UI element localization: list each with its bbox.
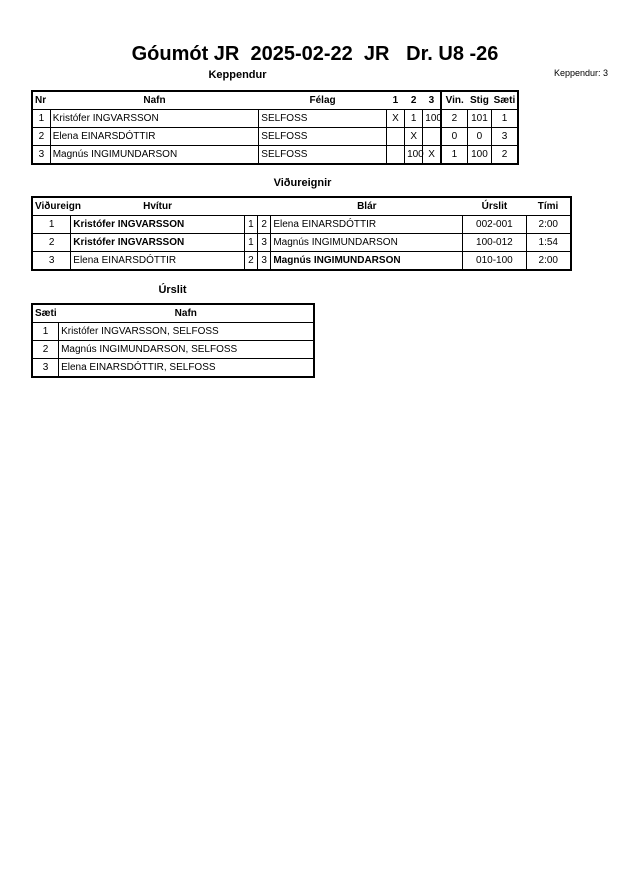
- cell-club: SELFOSS: [259, 128, 387, 146]
- cell-place: 1: [32, 323, 59, 341]
- col-nr: Nr: [32, 91, 50, 110]
- cell-time: 2:00: [526, 252, 571, 271]
- competitor-count: Keppendur: 3: [553, 68, 608, 78]
- col-match: Viðureign: [32, 197, 71, 216]
- cell-result: 010-100: [463, 252, 526, 271]
- cell-name: Magnús INGIMUNDARSON, SELFOSS: [59, 341, 314, 359]
- col-club: Félag: [259, 91, 387, 110]
- cell-blue-nr: 3: [258, 252, 271, 271]
- col-place: Sæti: [492, 91, 518, 110]
- cell-nr: 2: [32, 128, 50, 146]
- cell-points: 100: [467, 146, 491, 165]
- players-title: Keppendur: [208, 69, 267, 81]
- matches-title: Viðureignir: [273, 177, 332, 189]
- cell-r1: X: [386, 110, 404, 128]
- cell-r1: [386, 146, 404, 165]
- page-title: Góumót JR 2025-02-22 JR Dr. U8 -26: [131, 43, 499, 65]
- cell-club: SELFOSS: [259, 146, 387, 165]
- col-blue-nr: [258, 197, 271, 216]
- col-name: Nafn: [50, 91, 259, 110]
- cell-place: 2: [32, 341, 59, 359]
- cell-club: SELFOSS: [259, 110, 387, 128]
- cell-r1: [386, 128, 404, 146]
- col-round-1: 1: [386, 91, 404, 110]
- cell-match: 2: [32, 234, 71, 252]
- table-row: [32, 216, 571, 234]
- cell-blue: Elena EINARSDÓTTIR: [271, 216, 463, 234]
- cell-r3: X: [423, 146, 441, 165]
- cell-white: Elena EINARSDÓTTIR: [71, 252, 245, 271]
- cell-r2: X: [405, 128, 423, 146]
- cell-time: 1:54: [526, 234, 571, 252]
- cell-name: Elena EINARSDÓTTIR, SELFOSS: [59, 359, 314, 378]
- table-row: [32, 146, 518, 165]
- table-row: [32, 128, 518, 146]
- cell-name: Elena EINARSDÓTTIR: [50, 128, 259, 146]
- cell-place: 3: [32, 359, 59, 378]
- cell-points: 0: [467, 128, 491, 146]
- col-time: Tími: [526, 197, 571, 216]
- col-result: Úrslit: [463, 197, 526, 216]
- results-title: Úrslit: [158, 284, 187, 296]
- col-points: Stig: [467, 91, 491, 110]
- cell-place: 1: [492, 110, 518, 128]
- cell-white: Kristófer INGVARSSON: [71, 234, 245, 252]
- cell-white-nr: 1: [244, 234, 257, 252]
- col-white: Hvítur: [71, 197, 245, 216]
- cell-result: 100-012: [463, 234, 526, 252]
- cell-name: Kristófer INGVARSSON: [50, 110, 259, 128]
- cell-wins: 0: [441, 128, 467, 146]
- cell-white-nr: 1: [244, 216, 257, 234]
- cell-result: 002-001: [463, 216, 526, 234]
- table-row: [32, 359, 314, 378]
- cell-r2: 1: [405, 110, 423, 128]
- matches-table: [31, 196, 572, 271]
- cell-time: 2:00: [526, 216, 571, 234]
- table-row: [32, 234, 571, 252]
- cell-blue-nr: 2: [258, 216, 271, 234]
- cell-r3: [423, 128, 441, 146]
- col-wins: Vin.: [441, 91, 467, 110]
- cell-match: 3: [32, 252, 71, 271]
- table-row: [32, 323, 314, 341]
- cell-white-nr: 2: [244, 252, 257, 271]
- table-row: [32, 252, 571, 271]
- col-blue: Blár: [271, 197, 463, 216]
- table-row: [32, 110, 518, 128]
- cell-place: 3: [492, 128, 518, 146]
- cell-points: 101: [467, 110, 491, 128]
- cell-name: Kristófer INGVARSSON, SELFOSS: [59, 323, 314, 341]
- table-row: [32, 341, 314, 359]
- results-table: [31, 303, 315, 378]
- cell-name: Magnús INGIMUNDARSON: [50, 146, 259, 165]
- cell-r3: 100: [423, 110, 441, 128]
- cell-blue: Magnús INGIMUNDARSON: [271, 252, 463, 271]
- cell-r2: 100: [405, 146, 423, 165]
- cell-blue: Magnús INGIMUNDARSON: [271, 234, 463, 252]
- col-round-3: 3: [423, 91, 441, 110]
- cell-wins: 1: [441, 146, 467, 165]
- cell-nr: 3: [32, 146, 50, 165]
- cell-white: Kristófer INGVARSSON: [71, 216, 245, 234]
- cell-place: 2: [492, 146, 518, 165]
- cell-blue-nr: 3: [258, 234, 271, 252]
- cell-match: 1: [32, 216, 71, 234]
- players-table: [31, 90, 519, 165]
- cell-nr: 1: [32, 110, 50, 128]
- col-name: Nafn: [59, 304, 314, 323]
- col-place: Sæti: [32, 304, 59, 323]
- col-round-2: 2: [405, 91, 423, 110]
- col-white-nr: [244, 197, 257, 216]
- cell-wins: 2: [441, 110, 467, 128]
